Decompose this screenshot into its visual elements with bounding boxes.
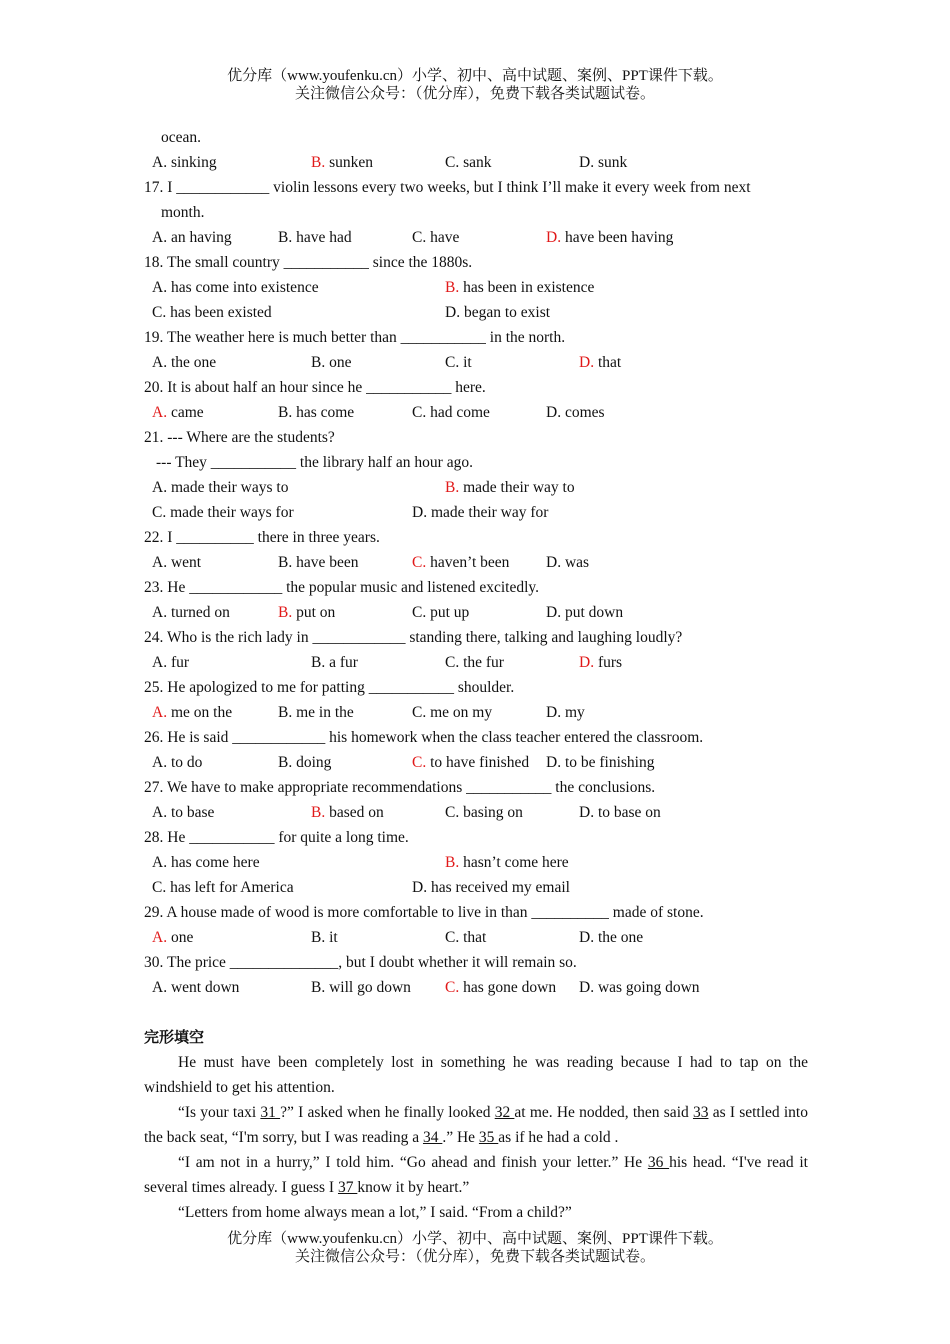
q26-option-c [412,750,529,775]
blank-31: 31 [260,1104,281,1121]
cloze-text: his head. “I've read it several times already. I guess I [144,1154,808,1196]
q17-option-d-text: have been having [561,229,674,246]
q17-option-a: A. an having [152,229,232,246]
q25-answer-letter: A. [152,704,168,721]
q18-option-a: A. has come into existence [152,279,319,296]
q27-answer-letter: B. [311,804,326,821]
q30-option-d: D. was going down [579,979,700,996]
q26-option-d: D. to be finishing [546,754,655,771]
q19-options [144,350,808,375]
q17-answer-letter: D. [546,229,562,246]
q29-option-d: D. the one [579,929,644,946]
exam-content [144,125,808,1225]
q20-option-b: B. has come [278,404,355,421]
q16-option-b [311,150,373,175]
q17-option-b: B. have had [278,229,352,246]
q30-answer-letter: C. [445,979,460,996]
q26-option-b: B. doing [278,754,332,771]
q21-option-c: C. made their ways for [152,504,294,521]
q18-options-row2 [144,300,808,325]
cloze-text: know it by heart.” [357,1179,470,1196]
page-header [0,67,950,103]
q28-answer-letter: B. [445,854,460,871]
q24-option-b: B. a fur [311,654,358,671]
q28-stem: 28. He ___________ for quite a long time. [144,829,409,846]
q21-answer-letter: B. [445,479,460,496]
q30-option-b: B. will go down [311,979,411,996]
header-line-1: 优分库（www.youfenku.cn）小学、初中、高中试题、案例、PPT课件下载。 [227,68,723,84]
q16-stem-cont: ocean. [161,129,202,146]
q28-options-row1 [144,850,808,875]
blank-36: 36 [647,1154,670,1171]
page-footer [0,1230,950,1266]
cloze-text: ?” I asked when he finally looked [280,1104,495,1121]
q24-stem: 24. Who is the rich lady in ____________ standing there, talking and laughing loudly? [144,629,683,646]
q23-option-b [278,600,335,625]
q18-option-b [445,275,594,300]
q22-option-c-text: haven’t been [426,554,510,571]
q28-option-c: C. has left for America [152,879,294,896]
q26-answer-letter: C. [412,754,427,771]
blank-35: 35 [478,1129,499,1146]
q16-option-d: D. sunk [579,154,628,171]
q17-options [144,225,808,250]
q29-options [144,925,808,950]
q16-option-b-text: sunken [325,154,374,171]
cloze-paragraph-2 [144,1100,808,1150]
cloze-text: as I settled into the back seat, “I'm sorry, but I was reading a [144,1104,808,1146]
q16-answer-letter: B. [311,154,326,171]
q27-options [144,800,808,825]
q25-option-a [152,700,232,725]
q24-options [144,650,808,675]
q23-option-d: D. put down [546,604,624,621]
q17-option-c: C. have [412,229,460,246]
q23-option-c: C. put up [412,604,470,621]
q29-option-a-text: one [167,929,194,946]
footer-line-2: 关注微信公众号：（优分库），免费下载各类试题试卷。 [294,1249,655,1265]
cloze-paragraph-1: He must have been completely lost in something he was reading because I had to tap on the windshield to get his attention. [144,1054,808,1096]
q24-option-a: A. fur [152,654,190,671]
q18-option-c: C. has been existed [152,304,272,321]
q20-answer-letter: A. [152,404,168,421]
q22-option-a: A. went [152,554,202,571]
cloze-text: .” He [442,1129,479,1146]
q22-options [144,550,808,575]
q23-option-a: A. turned on [152,604,230,621]
footer-line-1: 优分库（www.youfenku.cn）小学、初中、高中试题、案例、PPT课件下载。 [227,1231,723,1247]
q22-answer-letter: C. [412,554,427,571]
q29-stem: 29. A house made of wood is more comfortable to live in than __________ made of stone. [144,904,704,921]
q24-option-d-text: furs [594,654,623,671]
q19-option-d-text: that [594,354,622,371]
q25-option-b: B. me in the [278,704,354,721]
q21-stem: 21. --- Where are the students? [144,429,335,446]
q23-option-b-text: put on [292,604,336,621]
q20-option-d: D. comes [546,404,605,421]
q18-option-d: D. began to exist [445,304,551,321]
q25-option-a-text: me on the [167,704,233,721]
q16-option-c: C. sank [445,154,492,171]
q28-option-d: D. has received my email [412,879,570,896]
q24-option-d [579,650,622,675]
q30-option-c [445,975,556,1000]
q18-stem: 18. The small country ___________ since the 1880s. [144,254,473,271]
q20-option-a-text: came [167,404,204,421]
q18-options-row1 [144,275,808,300]
q19-option-a: A. the one [152,354,217,371]
q21-option-b-text: made their way to [459,479,575,496]
q19-option-b: B. one [311,354,352,371]
q28-option-b-text: hasn’t come here [459,854,569,871]
q24-answer-letter: D. [579,654,595,671]
q29-answer-letter: A. [152,929,168,946]
q24-option-c: C. the fur [445,654,504,671]
q28-option-b [445,850,569,875]
q17-stem-cont: month. [161,204,205,221]
q27-option-d: D. to base on [579,804,661,821]
q21-option-a: A. made their ways to [152,479,289,496]
q29-option-c: C. that [445,929,487,946]
blank-34: 34 [422,1129,443,1146]
q16-option-a: A. sinking [152,154,217,171]
blank-32: 32 [494,1104,515,1121]
q19-option-c: C. it [445,354,472,371]
blank-33: 33 [692,1104,709,1121]
cloze-paragraph-4: “Letters from home always mean a lot,” I said. “From a child?” [178,1204,572,1221]
q16-options [144,150,808,175]
q21-stem-2: --- They ___________ the library half an hour ago. [156,454,473,471]
q21-option-d: D. made their way for [412,504,549,521]
q23-stem: 23. He ____________ the popular music and listened excitedly. [144,579,540,596]
q29-option-a [152,925,193,950]
q26-options [144,750,808,775]
q23-options [144,600,808,625]
q21-options-row1 [144,475,808,500]
q30-option-a: A. went down [152,979,240,996]
q20-stem: 20. It is about half an hour since he ___________ here. [144,379,486,396]
q22-option-b: B. have been [278,554,359,571]
q27-option-b-text: based on [325,804,384,821]
q21-option-b [445,475,575,500]
q20-option-a [152,400,204,425]
q22-option-d: D. was [546,554,590,571]
q22-stem: 22. I __________ there in three years. [144,529,380,546]
header-line-2: 关注微信公众号：（优分库），免费下载各类试题试卷。 [294,86,655,102]
q17-stem: 17. I ____________ violin lessons every two weeks, but I think I’ll make it every week from next [144,179,751,196]
q26-option-c-text: to have finished [426,754,530,771]
q27-option-b [311,800,384,825]
q18-option-b-text: has been in existence [459,279,595,296]
q25-option-d: D. my [546,704,585,721]
q25-options [144,700,808,725]
q22-option-c [412,550,509,575]
q27-option-a: A. to base [152,804,215,821]
q26-stem: 26. He is said ____________ his homework when the class teacher entered the classroom. [144,729,704,746]
q18-answer-letter: B. [445,279,460,296]
q26-option-a: A. to do [152,754,203,771]
cloze-text: “Is your taxi [178,1104,261,1121]
q28-options-row2 [144,875,808,900]
q29-option-b: B. it [311,929,338,946]
q19-answer-letter: D. [579,354,595,371]
q25-stem: 25. He apologized to me for patting ___________ shoulder. [144,679,515,696]
cloze-section-title: 完形填空 [144,1028,205,1046]
q25-option-c: C. me on my [412,704,493,721]
cloze-text: at me. He nodded, then said [514,1104,693,1121]
q27-option-c: C. basing on [445,804,523,821]
q27-stem: 27. We have to make appropriate recommendations ___________ the conclusions. [144,779,656,796]
q20-options [144,400,808,425]
q30-stem: 30. The price ______________, but I doubt whether it will remain so. [144,954,577,971]
cloze-text: “I am not in a hurry,” I told him. “Go ahead and finish your letter.” He [178,1154,648,1171]
q21-options-row2 [144,500,808,525]
q30-options [144,975,808,1000]
cloze-paragraph-3 [144,1150,808,1200]
q23-answer-letter: B. [278,604,293,621]
blank-37: 37 [337,1179,358,1196]
q17-option-d [546,225,673,250]
cloze-text: as if he had a cold . [498,1129,619,1146]
q20-option-c: C. had come [412,404,490,421]
q19-stem: 19. The weather here is much better than ___________ in the north. [144,329,566,346]
q30-option-c-text: has gone down [459,979,557,996]
q28-option-a: A. has come here [152,854,260,871]
q19-option-d [579,350,621,375]
